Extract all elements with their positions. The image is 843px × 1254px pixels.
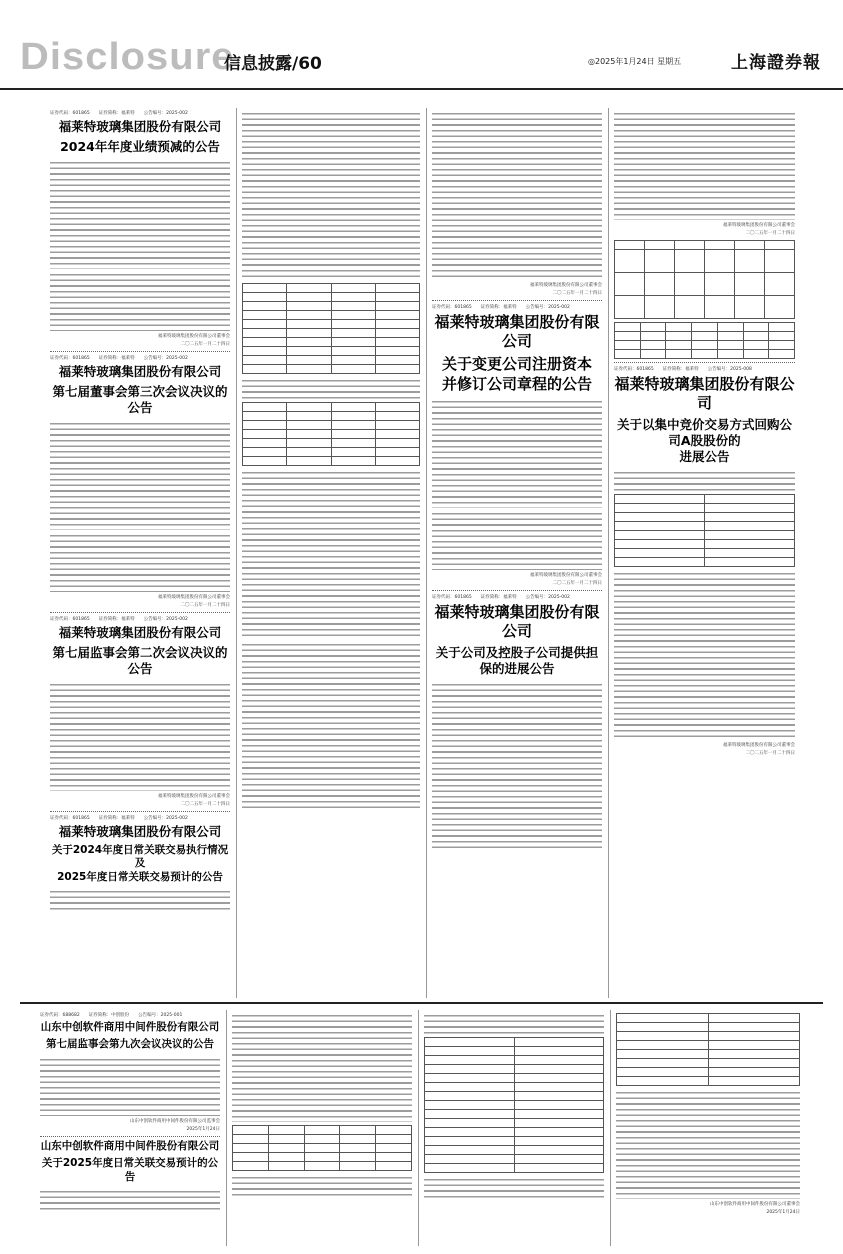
bottom-column-4 [616, 1010, 800, 1246]
notice-body [50, 532, 230, 592]
notice-signature: 福莱特玻璃集团股份有限公司董事会 [723, 223, 795, 228]
notice-date: 二〇二五年一月二十四日 [180, 802, 230, 807]
notice-body [432, 398, 602, 508]
notice-body [50, 159, 230, 269]
notice-date: 二〇二五年一月二十四日 [180, 603, 230, 608]
notice-date: 二〇二五年一月二十四日 [552, 580, 602, 586]
notice-date: 二〇二五年一月二十四日 [745, 231, 795, 236]
notice-divider [432, 590, 602, 591]
notice-signature: 福莱特玻璃集团股份有限公司董事会 [158, 595, 230, 600]
disclosure-wordmark: Disclosure [20, 36, 235, 78]
column-rule [418, 1010, 419, 1246]
notice-body [50, 271, 230, 331]
bottom-column-3 [424, 1010, 604, 1246]
notice-code-line: 证券代码：601865 证券简称：福莱特 公告编号：2025-002 [50, 111, 188, 116]
notice-divider [50, 612, 230, 613]
notice-body [432, 681, 602, 851]
notice-date: 2025年1月24日 [186, 1126, 220, 1132]
notice-body [432, 510, 602, 570]
notice-body [50, 681, 230, 791]
top-column-2 [242, 108, 420, 998]
notice-company-title: 福莱特玻璃集团股份有限公司 [434, 313, 600, 351]
buyback-table [614, 494, 795, 567]
notice-code-line: 证券代码：601865 证券简称：福莱特 公告编号：2025-002 [432, 305, 570, 310]
newspaper-logo: 上海證券報 [731, 53, 821, 73]
notice-body [614, 469, 795, 491]
notice-date: 二〇二五年一月二十四日 [745, 751, 795, 757]
notice-body [614, 110, 795, 220]
affiliate-detail-table [616, 1013, 800, 1086]
notice-body [614, 570, 795, 740]
notice-company-title: 福莱特玻璃集团股份有限公司 [58, 824, 222, 839]
issue-date: ◎2025年1月24日 星期五 [588, 57, 682, 66]
top-column-1 [50, 108, 230, 998]
bottom-column-2 [232, 1010, 412, 1246]
notice-body [242, 110, 420, 280]
notice-title-supervisory: 第七届监事会第二次会议决议的公告 [52, 645, 228, 676]
notice-code-line: 证券代码：601865 证券简称：福莱特 公告编号：2025-002 [50, 816, 188, 821]
notice-body [432, 110, 602, 280]
related-transactions-table [242, 283, 420, 374]
masthead [0, 0, 843, 90]
notice-divider [50, 811, 230, 812]
notice-signature: 福莱特玻璃集团股份有限公司董事会 [530, 572, 602, 578]
notice-company-title: 福莱特玻璃集团股份有限公司 [614, 375, 795, 413]
notice-title-capital: 关于变更公司注册资本 并修订公司章程的公告 [441, 355, 592, 393]
column-rule [610, 1010, 611, 1246]
notice-body [242, 469, 420, 639]
top-column-3 [432, 108, 602, 998]
notice-date: 二〇二五年一月二十四日 [180, 342, 230, 347]
notice-body [40, 1056, 220, 1116]
notice-company-title: 山东中创软件商用中间件股份有限公司 [40, 1139, 220, 1152]
notice-signature: 福莱特玻璃集团股份有限公司董事会 [723, 743, 795, 749]
notice-title-supervisory: 第七届监事会第九次会议决议的公告 [46, 1038, 214, 1051]
notice-signature: 山东中创软件商用中间件股份有限公司监事会 [130, 1118, 220, 1124]
notice-signature: 福莱特玻璃集团股份有限公司董事会 [530, 283, 602, 288]
notice-title-board: 第七届董事会第三次会议决议的公告 [52, 384, 228, 415]
notice-divider [614, 362, 795, 363]
notice-title-guarantee: 关于公司及控股子公司提供担保的进展公告 [435, 645, 599, 677]
notice-body [616, 1089, 800, 1199]
notice-divider [40, 1136, 220, 1137]
related-forecast-table [232, 1125, 412, 1171]
notice-company-title: 福莱特玻璃集团股份有限公司 [434, 602, 600, 640]
notice-code-line: 证券代码：601865 证券简称：福莱特 公告编号：2025-002 [50, 356, 188, 361]
notice-body [232, 1012, 412, 1122]
notice-body [40, 1188, 220, 1210]
notice-company-title: 福莱特玻璃集团股份有限公司 [58, 119, 222, 134]
notice-code-line: 证券代码：601865 证券简称：福莱特 公告编号：2025-008 [614, 367, 752, 372]
bottom-panel [40, 1010, 800, 1246]
notice-date: 2025年1月24日 [766, 1210, 800, 1215]
notice-body [424, 1176, 604, 1198]
notice-title-buyback: 关于以集中竞价交易方式回购公司A股股份的 进展公告 [616, 417, 792, 465]
section-divider [20, 1002, 823, 1004]
column-rule [236, 108, 237, 998]
notice-body [424, 1012, 604, 1034]
notice-divider [432, 300, 602, 301]
notice-company-title: 福莱特玻璃集团股份有限公司 [58, 625, 222, 640]
notice-company-title: 福莱特玻璃集团股份有限公司 [58, 364, 222, 379]
notice-company-title: 山东中创软件商用中间件股份有限公司 [40, 1021, 220, 1033]
forecast-table [242, 402, 420, 466]
notice-signature: 福莱特玻璃集团股份有限公司董事会 [158, 794, 230, 799]
notice-body [232, 1174, 412, 1196]
bottom-column-1 [40, 1010, 220, 1246]
notice-body [242, 641, 420, 811]
guarantee-table [614, 240, 795, 319]
notice-title-related: 关于2024年度日常关联交易执行情况及 2025年度日常关联交易预计的公告 [51, 844, 229, 883]
notice-date: 二〇二五年一月二十四日 [552, 291, 602, 296]
top-panel [50, 108, 795, 998]
column-rule [226, 1010, 227, 1246]
notice-body [50, 888, 230, 910]
notice-signature: 山东中创软件商用中间件股份有限公司董事会 [710, 1202, 800, 1207]
notice-body [242, 377, 420, 399]
notice-title-performance: 2024年年度业绩预减的公告 [60, 139, 220, 154]
notice-body [50, 420, 230, 530]
notice-code-line: 证券代码：601865 证券简称：福莱特 公告编号：2025-002 [50, 617, 188, 622]
column-rule [426, 108, 427, 998]
notice-code-line: 证券代码：688682 证券简称：中创股份 公告编号：2025-001 [40, 1013, 183, 1018]
column-rule [608, 108, 609, 998]
notice-signature: 福莱特玻璃集团股份有限公司董事会 [158, 334, 230, 339]
affiliate-info-table [424, 1037, 604, 1173]
top-column-4 [614, 108, 795, 998]
notice-title-related: 关于2025年度日常关联交易预计的公告 [41, 1157, 219, 1183]
notice-divider [50, 351, 230, 352]
notice-code-line: 证券代码：601865 证券简称：福莱特 公告编号：2025-002 [432, 594, 570, 600]
guarantee-detail-table [614, 322, 795, 359]
section-title: 信息披露/60 [224, 54, 322, 74]
